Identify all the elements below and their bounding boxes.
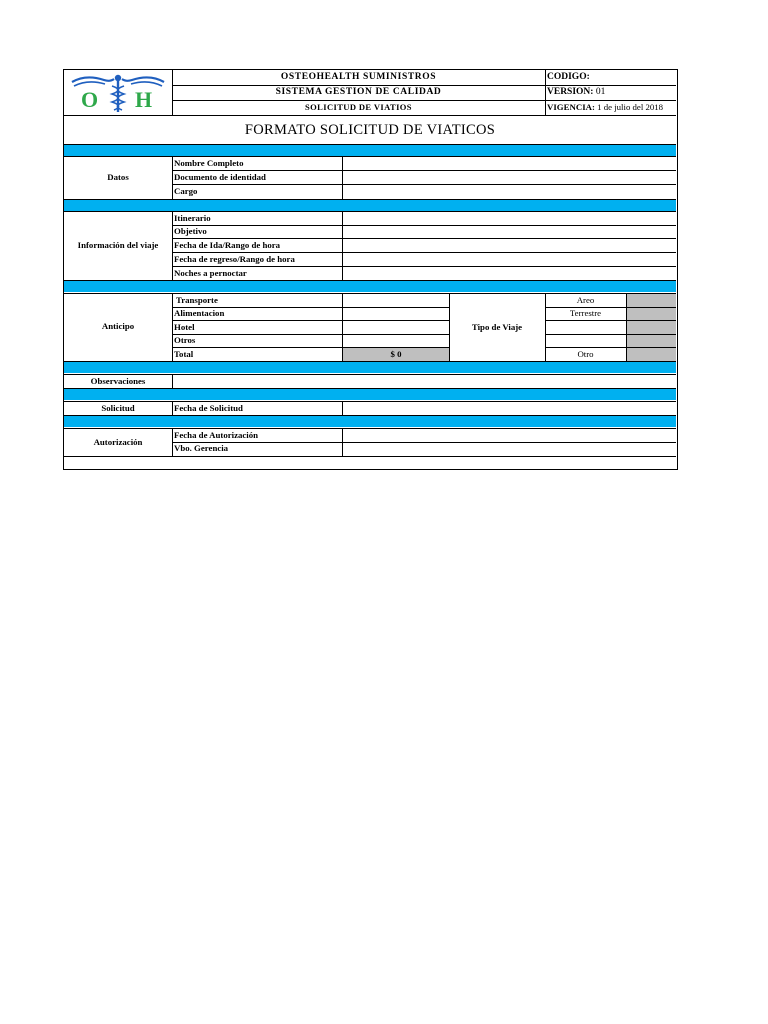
tipo-option-terrestre: Terrestre	[569, 308, 602, 318]
section-divider-band	[64, 416, 676, 427]
company-name: OSTEOHEALTH SUMINISTROS	[280, 72, 437, 82]
tipo-check-areo[interactable]	[627, 294, 676, 307]
field-label-otros: Otros	[174, 335, 196, 345]
fecha-ida-input[interactable]	[343, 239, 676, 252]
fecha-autorizacion-input[interactable]	[343, 429, 676, 442]
field-label-fecha-ida: Fecha de Ida/Rango de hora	[174, 240, 281, 250]
field-label-vbo-gerencia: Vbo. Gerencia	[174, 443, 229, 453]
section-label-anticipo: Anticipo	[101, 321, 135, 331]
section-divider-band	[64, 145, 676, 156]
field-label-fecha-autorizacion: Fecha de Autorización	[174, 430, 259, 440]
version-row	[547, 86, 605, 99]
itinerario-input[interactable]	[343, 212, 676, 225]
field-label-cargo: Cargo	[174, 186, 198, 196]
field-label-alimentacion: Alimentacion	[174, 308, 225, 318]
field-label-documento: Documento de identidad	[174, 172, 266, 182]
alimentacion-input[interactable]	[343, 308, 449, 320]
field-label-noches: Noches a pernoctar	[174, 268, 247, 278]
field-label-fecha-solicitud: Fecha de Solicitud	[174, 403, 243, 413]
vigencia-value: 1 de julio del 2018	[597, 102, 664, 112]
vbo-gerencia-input[interactable]	[343, 443, 676, 456]
field-label-nombre: Nombre Completo	[174, 158, 244, 168]
svg-text:O: O	[81, 87, 99, 112]
codigo-label: CODIGO:	[547, 72, 590, 82]
document-name: SOLICITUD DE VIATIOS	[305, 102, 412, 112]
section-divider-band	[64, 362, 676, 373]
tipo-check-otro[interactable]	[627, 348, 676, 361]
system-name: SISTEMA GESTION DE CALIDAD	[275, 87, 442, 97]
field-label-fecha-regreso: Fecha de regreso/Rango de hora	[174, 254, 295, 264]
section-divider-band	[64, 281, 676, 292]
section-label-autorizacion: Autorización	[93, 437, 143, 447]
tipo-option-areo: Areo	[576, 295, 595, 305]
transporte-input[interactable]	[343, 294, 449, 307]
field-label-objetivo: Objetivo	[174, 226, 207, 236]
section-divider-band	[64, 200, 676, 211]
section-label-solicitud: Solicitud	[101, 403, 135, 413]
hotel-input[interactable]	[343, 321, 449, 334]
field-label-total: Total	[174, 349, 194, 359]
observaciones-input[interactable]	[173, 375, 676, 388]
field-label-transporte: Transporte	[176, 295, 218, 305]
form-sheet	[63, 69, 678, 470]
version-value: 01	[595, 87, 606, 97]
tipo-viaje-label: Tipo de Viaje	[471, 322, 523, 332]
cargo-input[interactable]	[343, 185, 676, 199]
version-label: VERSION:	[547, 87, 594, 97]
fecha-regreso-input[interactable]	[343, 253, 676, 266]
noches-input[interactable]	[343, 267, 676, 280]
section-divider-band	[64, 389, 676, 400]
vigencia-label: VIGENCIA:	[547, 102, 595, 112]
section-label-observaciones: Observaciones	[90, 376, 146, 386]
field-label-hotel: Hotel	[174, 322, 195, 332]
tipo-check-4[interactable]	[627, 335, 676, 347]
total-value: $ 0	[390, 349, 402, 359]
svg-text:H: H	[135, 87, 153, 112]
field-label-itinerario: Itinerario	[174, 213, 211, 223]
documento-input[interactable]	[343, 171, 676, 184]
company-logo	[64, 70, 172, 115]
nombre-input[interactable]	[343, 157, 676, 170]
caduceus-logo-icon	[64, 70, 172, 115]
codigo-row	[547, 71, 590, 84]
tipo-option-otro: Otro	[577, 349, 594, 359]
otros-input[interactable]	[343, 335, 449, 347]
section-label-viaje: Información del viaje	[77, 240, 159, 250]
fecha-solicitud-input[interactable]	[343, 402, 676, 415]
objetivo-input[interactable]	[343, 226, 676, 238]
tipo-check-terrestre[interactable]	[627, 308, 676, 320]
form-title: FORMATO SOLICITUD DE VIATICOS	[244, 122, 496, 138]
tipo-check-3[interactable]	[627, 321, 676, 334]
section-label-datos: Datos	[107, 172, 129, 182]
vigencia-row	[547, 101, 663, 114]
